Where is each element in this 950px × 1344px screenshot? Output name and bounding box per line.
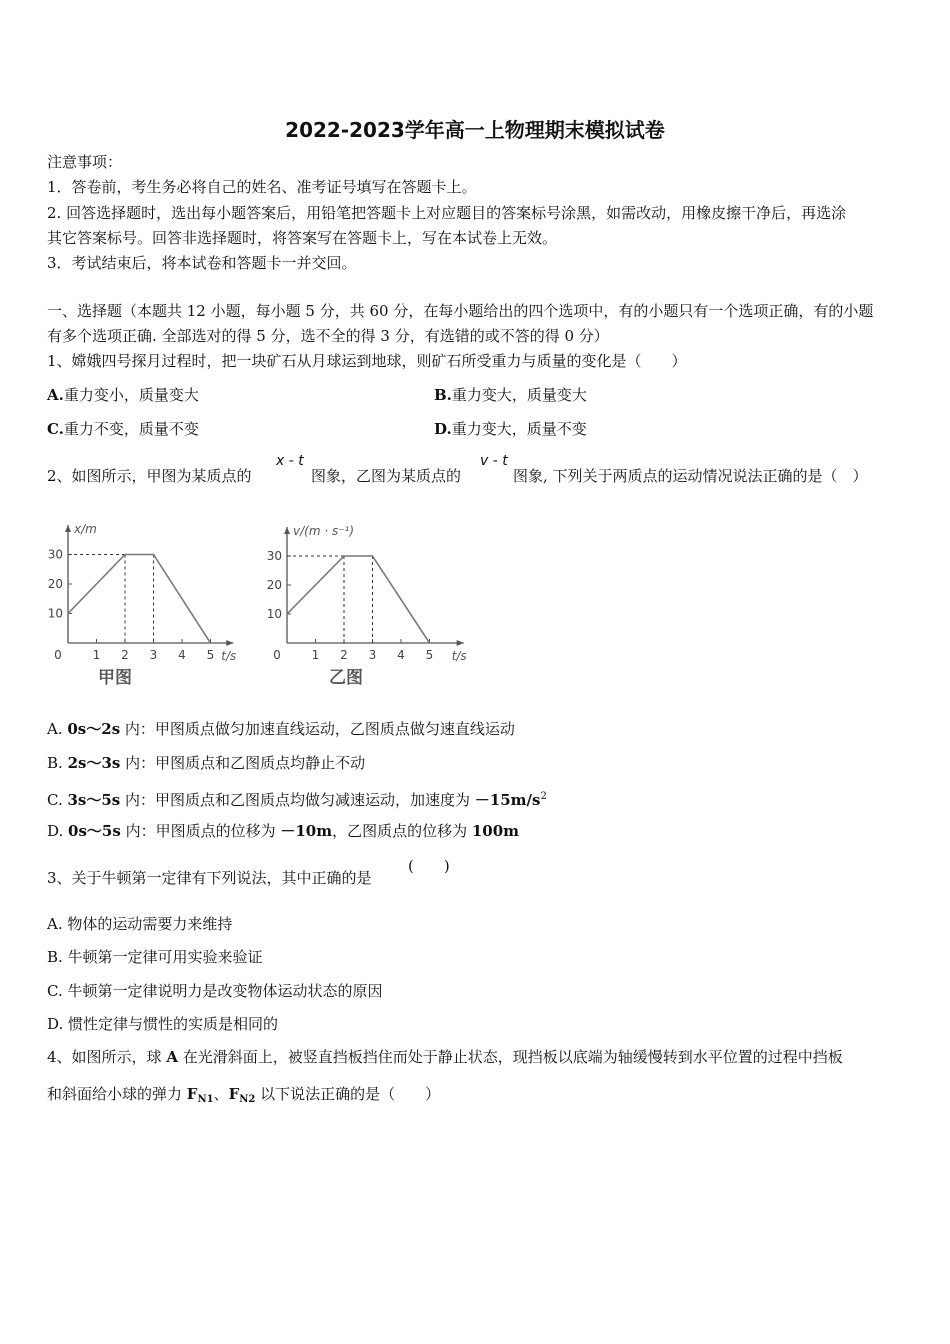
y-tick-label: 20 bbox=[47, 577, 63, 591]
x-tick-label: 2 bbox=[340, 648, 348, 662]
y-tick-label: 10 bbox=[47, 606, 63, 621]
q2-option-b: B. 2s～3s 内：甲图质点和乙图质点均静止不动 bbox=[47, 754, 366, 772]
section-heading: 一、选择题（本题共 12 小题，每小题 5 分，共 60 分，在每小题给出的四个选项中，有的小题只有一个选项正确，有的小题 bbox=[47, 302, 874, 320]
series-line bbox=[287, 556, 430, 643]
data-point bbox=[210, 642, 212, 644]
question-3-paren: ( ) bbox=[408, 857, 450, 875]
q2-option-d: D. 0s～5s 内：甲图质点的位移为 －10m，乙图质点的位移为 100m bbox=[47, 822, 520, 840]
chart-yi bbox=[265, 505, 490, 685]
chart-jia bbox=[40, 505, 270, 685]
q1-option-b: B.重力变大，质量变大 bbox=[434, 386, 587, 404]
x-tick-label: 5 bbox=[425, 648, 434, 662]
section-heading-cont: 有多个选项正确. 全部选对的得 5 分，选不全的得 3 分，有选错的或不答的得 0 分） bbox=[47, 327, 609, 345]
notice-item: 2. 回答选择题时，选出每小题答案后，用铅笔把答题卡上对应题目的答案标号涂黑，如需改动，用橡皮擦干净后，再选涂 bbox=[47, 204, 847, 222]
data-point bbox=[429, 642, 431, 644]
x-axis-label: t/s bbox=[221, 649, 237, 663]
q1-option-d: D.重力变大，质量不变 bbox=[434, 420, 587, 438]
y-axis-label: v/(m · s⁻¹) bbox=[293, 524, 355, 538]
q3-option-a: A. 物体的运动需要力来维持 bbox=[47, 915, 233, 933]
q3-option-c: C. 牛顿第一定律说明力是改变物体运动状态的原因 bbox=[47, 982, 383, 1000]
question-3-stem: 3、关于牛顿第一定律有下列说法，其中正确的是 bbox=[47, 869, 372, 887]
y-tick-label: 20 bbox=[266, 578, 282, 592]
x-tick-label: 3 bbox=[368, 648, 377, 662]
q3-option-b: B. 牛顿第一定律可用实验来验证 bbox=[47, 948, 263, 966]
q2-option-c: C. 3s～5s 内：甲图质点和乙图质点均做匀减速运动，加速度为 $-15m/s^2$ bbox=[47, 791, 547, 809]
x-axis-label: t/s bbox=[451, 649, 467, 663]
x-tick-label: 0 bbox=[54, 648, 62, 662]
question-4-stem-line2: 和斜面给小球的弹力 $F_{N1}$、$F_{N2}$ 以下说法正确的是（ ） bbox=[47, 1085, 441, 1105]
notice-item: 3．考试结束后，将本试卷和答题卡一并交回。 bbox=[47, 254, 357, 272]
y-axis-arrow bbox=[284, 527, 290, 534]
page-title: 2022-2023学年高一上物理期末模拟试卷 bbox=[285, 118, 665, 142]
y-tick-label: 30 bbox=[266, 549, 282, 563]
notice-heading: 注意事项： bbox=[47, 153, 123, 171]
data-point bbox=[124, 554, 126, 556]
chart-caption: 乙图 bbox=[329, 668, 363, 685]
y-tick-label: 30 bbox=[47, 547, 63, 562]
question-2-stem-part3: 图象, 下列关于两质点的运动情况说法正确的是（ ） bbox=[513, 467, 868, 485]
series-line bbox=[68, 555, 211, 644]
data-point bbox=[67, 613, 69, 615]
q1-option-c: C.重力不变，质量不变 bbox=[47, 420, 199, 438]
y-axis-label: x/m bbox=[74, 522, 97, 536]
x-tick-label: 1 bbox=[311, 648, 320, 662]
notice-item: 1．答卷前，考生务必将自己的姓名、准考证号填写在答题卡上。 bbox=[47, 178, 477, 196]
vt-symbol: v - t bbox=[480, 453, 508, 469]
question-2-stem-part2: 图象，乙图为某质点的 bbox=[311, 467, 462, 485]
y-axis-arrow bbox=[65, 525, 71, 532]
data-point bbox=[153, 554, 155, 556]
x-tick-label: 1 bbox=[92, 648, 101, 662]
x-tick-label: 2 bbox=[121, 648, 129, 662]
xt-symbol: x - t bbox=[276, 453, 304, 469]
q2-option-a: A. 0s～2s 内：甲图质点做匀加速直线运动，乙图质点做匀速直线运动 bbox=[47, 720, 515, 738]
x-tick-label: 5 bbox=[206, 648, 215, 662]
q1-option-a: A.重力变小，质量变大 bbox=[47, 386, 199, 404]
x-axis-arrow bbox=[226, 640, 233, 646]
data-point bbox=[372, 555, 374, 557]
notice-item: 其它答案标号。回答非选择题时，将答案写在答题卡上，写在本试卷上无效。 bbox=[47, 229, 558, 247]
x-tick-label: 0 bbox=[273, 648, 281, 662]
question-2-stem-part1: 2、如图所示，甲图为某质点的 bbox=[47, 467, 252, 485]
chart-caption: 甲图 bbox=[98, 668, 132, 685]
y-tick-label: 10 bbox=[266, 607, 282, 621]
x-tick-label: 4 bbox=[397, 648, 405, 662]
q3-option-d: D. 惯性定律与惯性的实质是相同的 bbox=[47, 1015, 279, 1033]
data-point bbox=[286, 613, 288, 615]
x-tick-label: 3 bbox=[149, 648, 158, 662]
x-tick-label: 4 bbox=[178, 648, 186, 662]
question-4-stem-line1: 4、如图所示，球 A 在光滑斜面上，被竖直挡板挡住而处于静止状态，现挡板以底端为轴缓慢转到水平位置的过程中挡板 bbox=[47, 1048, 843, 1066]
question-1-stem: 1、嫦娥四号探月过程时，把一块矿石从月球运到地球，则矿石所受重力与质量的变化是（ ） bbox=[47, 352, 687, 370]
x-axis-arrow bbox=[457, 640, 464, 646]
data-point bbox=[343, 555, 345, 557]
